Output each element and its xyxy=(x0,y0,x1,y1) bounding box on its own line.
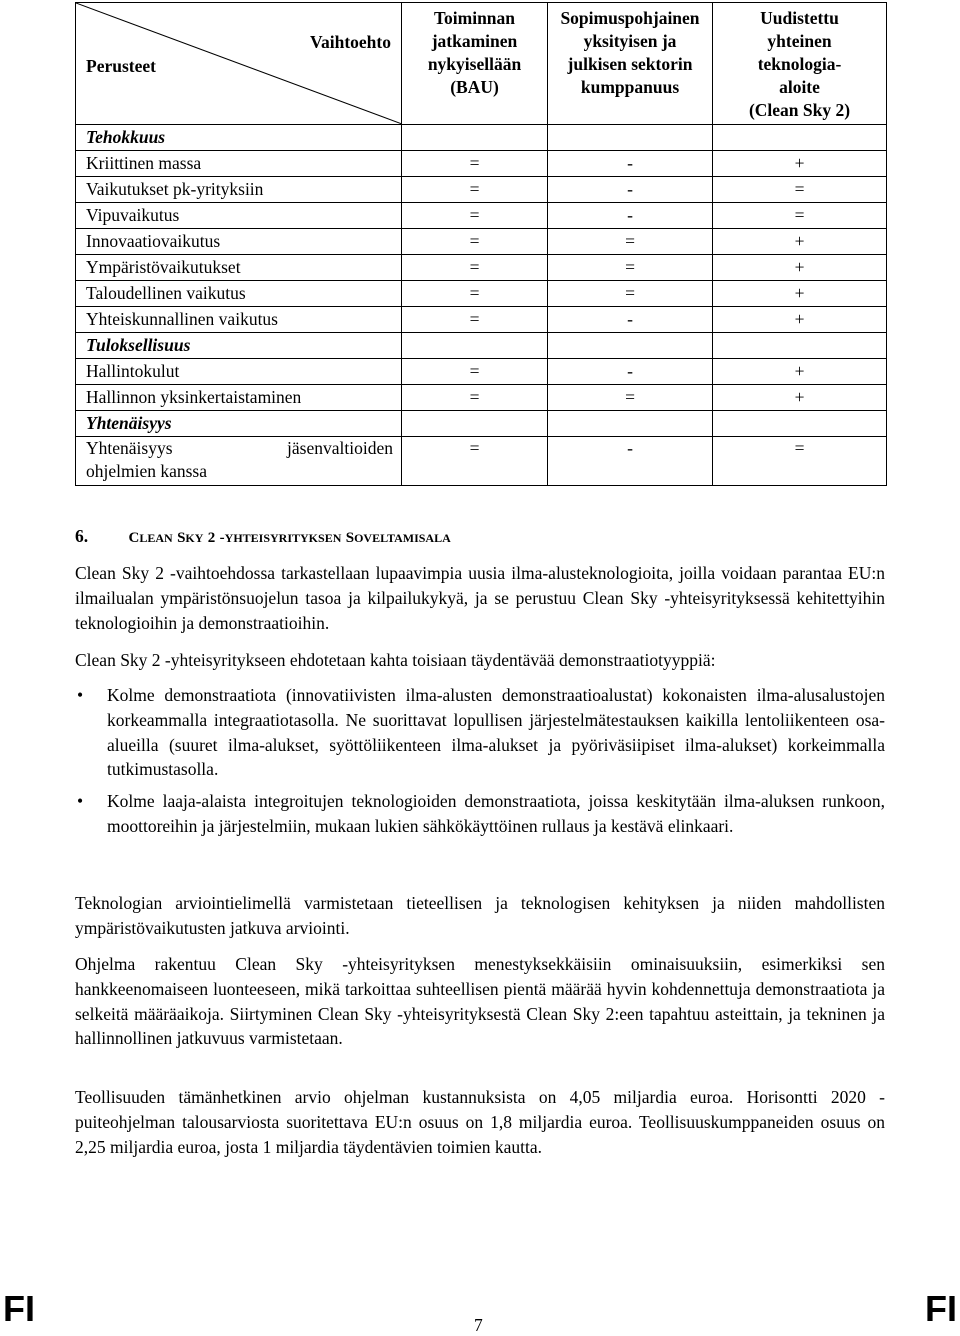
table-row xyxy=(76,255,887,281)
cell-value: - xyxy=(548,307,713,333)
table-row xyxy=(76,307,887,333)
table-corner-cell xyxy=(76,3,402,125)
cell-value: + xyxy=(713,255,887,281)
cell-value: - xyxy=(548,437,713,486)
cell-value: = xyxy=(548,385,713,411)
table-row xyxy=(76,359,887,385)
bullet-icon: • xyxy=(77,791,84,812)
cell-value: = xyxy=(402,151,548,177)
cell-value: + xyxy=(713,229,887,255)
row-label: Hallintokulut xyxy=(76,359,402,385)
cell-value: = xyxy=(402,359,548,385)
row-label: Vipuvaikutus xyxy=(76,203,402,229)
comparison-table xyxy=(75,2,887,486)
corner-right-label: Vaihtoehto xyxy=(309,32,391,52)
section-heading xyxy=(75,526,451,547)
paragraph: Clean Sky 2 -yhteisyritykseen ehdotetaan kahta toisiaan täydentävää demonstraatiotyyppiä: xyxy=(75,650,716,670)
section-row-tehokkuus xyxy=(76,125,887,151)
column-header-clean-sky-2: Uudistettu yhteinen teknologia- aloite (Clean Sky 2) xyxy=(713,3,887,125)
table-row xyxy=(76,177,887,203)
cell-value: = xyxy=(713,437,887,486)
row-label: Yhteiskunnallinen vaikutus xyxy=(76,307,402,333)
paragraph: Clean Sky 2 -vaihtoehdossa tarkastellaan lupaavimpia uusia ilma-alusteknologioita, joilla voidaan parantaa EU:n ilmailualan ympäristönsuojelun tasoa ja kilpailukykyä, ja se perustuu Clean Sky -yhteisyrityksessä kehitettyihin teknologioihin ja demonstraatioihin. xyxy=(75,563,885,633)
paragraph: Ohjelma rakentuu Clean Sky -yhteisyrityksen menestyksekkäisiin ominaisuuksiin, esimerkiksi sen hankkeenomaiseen luonteeseen, mikä tarkoittaa suhteellisen pientä määrää hyvin kohdennettuja demonstraatiota ja selkeitä määräaikoja. Siirtyminen Clean Sky -yhteisyrityksestä Clean Sky 2:een tapahtuu asteittain, ja tekninen ja hallinnollinen jatkuvuus varmistetaan. xyxy=(75,954,885,1049)
cell-value: + xyxy=(713,151,887,177)
footer-language-right: FI xyxy=(925,1288,957,1329)
cell-value: - xyxy=(548,151,713,177)
cell-value: = xyxy=(402,177,548,203)
table-row xyxy=(76,229,887,255)
cell-value: = xyxy=(402,307,548,333)
table-row xyxy=(76,281,887,307)
row-label: Innovaatiovaikutus xyxy=(76,229,402,255)
bullet-list xyxy=(75,683,885,839)
table-header-row xyxy=(76,3,887,125)
cell-value: + xyxy=(713,359,887,385)
bullet-icon: • xyxy=(77,685,84,705)
table-row xyxy=(76,437,887,486)
cell-value: = xyxy=(548,255,713,281)
cell-value: = xyxy=(548,229,713,255)
section-row-yhtenaisyys xyxy=(76,411,887,437)
row-label: Taloudellinen vaikutus xyxy=(76,281,402,307)
footer-language-left: FI xyxy=(3,1288,35,1329)
cell-value: = xyxy=(402,203,548,229)
cell-value: = xyxy=(402,437,548,486)
row-label: Yhtenäisyys jäsenvaltioiden ohjelmien kanssa xyxy=(76,437,402,486)
section-row-tuloksellisuus xyxy=(76,333,887,359)
cell-value: - xyxy=(548,203,713,229)
list-item: • Kolme laaja-alaista integroitujen teknologioiden demonstraatiota, joissa keskitytään ilma-aluksen runkoon, moottoreihin ja järjestelmiin, mukaan lukien sähkökäyttöinen rullaus ja kestävä elinkaari. xyxy=(77,791,885,836)
cell-value: - xyxy=(548,359,713,385)
table-row xyxy=(76,203,887,229)
section-number: 6. xyxy=(75,526,89,546)
cell-value: = xyxy=(402,385,548,411)
corner-left-label: Perusteet xyxy=(86,56,156,76)
row-label: Hallinnon yksinkertaistaminen xyxy=(76,385,402,411)
paragraph: Teknologian arviointielimellä varmistetaan tieteellisen ja teknologisen kehityksen ja niiden mahdollisten ympäristövaikutusten jatkuva arviointi. xyxy=(75,893,885,938)
cell-value: + xyxy=(713,281,887,307)
cell-value: = xyxy=(713,203,887,229)
row-label: Kriittinen massa xyxy=(76,151,402,177)
cell-value: = xyxy=(402,229,548,255)
row-label: Ympäristövaikutukset xyxy=(76,255,402,281)
cell-value: + xyxy=(713,307,887,333)
table-row xyxy=(76,385,887,411)
cell-value: = xyxy=(548,281,713,307)
list-item: • Kolme demonstraatiota (innovatiivisten ilma-alusten demonstraatioalustat) kokonaisten ilma-alusalustojen korkeammalla integraatiotasolla. Ne suorittavat lopullisen järjestelmätestauksen kaikilla lentoliikenteen osa-alueilla (suuret ilma-alukset, syöttöliikenteen ilma-alukset ja pyöriväsiipiset ilma-alukset) korkeimmalla tutkimustasolla. xyxy=(77,685,885,780)
column-header-bau: Toiminnan jatkaminen nykyisellään (BAU) xyxy=(402,3,548,125)
column-header-partnership: Sopimuspohjainen yksityisen ja julkisen sektorin kumppanuus xyxy=(548,3,713,125)
cell-value: = xyxy=(713,177,887,203)
section-title: Tehokkuus xyxy=(76,125,402,151)
cell-value: + xyxy=(713,385,887,411)
paragraph: Teollisuuden tämänhetkinen arvio ohjelman kustannuksista on 4,05 miljardia euroa. Horisontti 2020 -puiteohjelman talousarviosta suoritettava EU:n osuus on 1,8 miljardia euroa. Teollisuuskumppaneiden osuus on 2,25 miljardia euroa, josta 1 miljardia täydentävien toimien kautta. xyxy=(75,1087,885,1157)
cell-value: - xyxy=(548,177,713,203)
page-number: 7 xyxy=(474,1315,483,1335)
table-row xyxy=(76,151,887,177)
cell-value: = xyxy=(402,255,548,281)
section-title: Tuloksellisuus xyxy=(76,333,402,359)
row-label: Vaikutukset pk-yrityksiin xyxy=(76,177,402,203)
section-title: Yhtenäisyys xyxy=(76,411,402,437)
cell-value: = xyxy=(402,281,548,307)
section-title-text: CLEAN SKY 2 -YHTEISYRITYKSEN SOVELTAMISALA xyxy=(128,530,451,546)
